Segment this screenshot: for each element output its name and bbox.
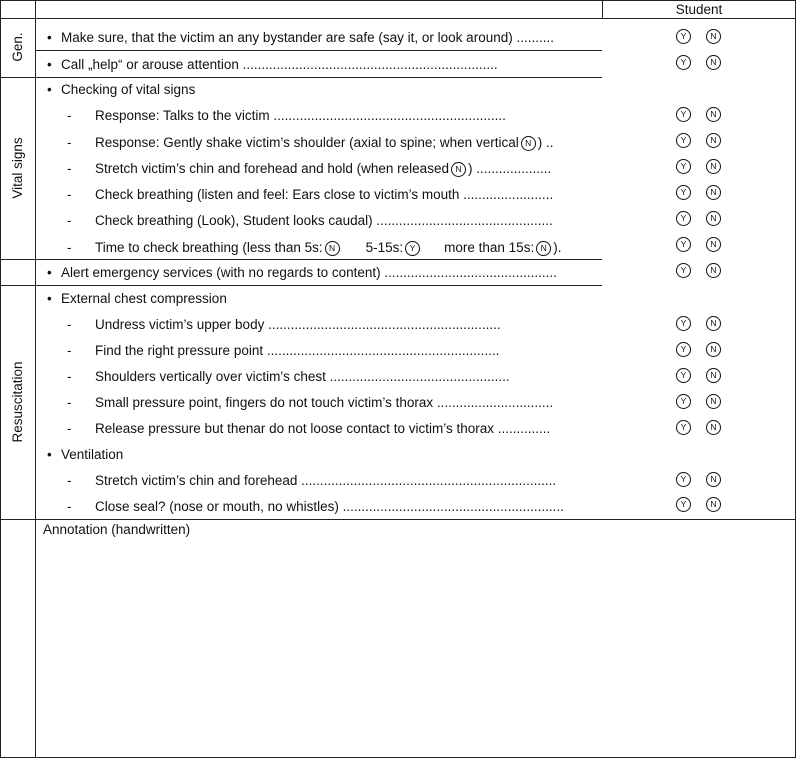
dash: - (67, 135, 72, 150)
section-label-resuscitation: Resuscitation (10, 361, 25, 443)
item-close-seal: Close seal? (nose or mouth, no whistles) ........................................................... (95, 499, 564, 514)
no-option[interactable]: N (706, 497, 721, 512)
bullet: • (47, 291, 52, 306)
dash: - (67, 108, 72, 123)
inline-yes-marker: Y (405, 241, 420, 256)
bullet: • (47, 30, 52, 45)
no-option[interactable]: N (706, 159, 721, 174)
no-option[interactable]: N (706, 472, 721, 487)
item-call-help: Call „help“ or arouse attention .................................................................... (61, 57, 498, 72)
item-shoulders-vertical: Shoulders vertically over victim’s chest ................................................ (95, 369, 510, 384)
yes-option[interactable]: Y (676, 316, 691, 331)
yes-option[interactable]: Y (676, 420, 691, 435)
item-check-breathing-listen: Check breathing (listen and feel: Ears close to victim’s mouth ........................ (95, 187, 554, 202)
group-vital-signs: Checking of vital signs (61, 82, 196, 97)
bullet: • (47, 447, 52, 462)
yes-option[interactable]: Y (676, 159, 691, 174)
section-column-divider (35, 0, 36, 758)
inline-no-marker: N (325, 241, 340, 256)
yes-option[interactable]: Y (676, 133, 691, 148)
yes-option[interactable]: Y (676, 107, 691, 122)
item-stretch-chin-hold: Stretch victim’s chin and forehead and hold (when released N ) .................... (95, 161, 552, 176)
left-border (0, 0, 1, 758)
section-label-vital-signs: Vital signs (10, 137, 25, 199)
item-small-pressure-point: Small pressure point, fingers do not touch victim’s thorax ............................... (95, 395, 554, 410)
inline-no-marker: N (536, 241, 551, 256)
item-response-shake: Response: Gently shake victim’s shoulder (axial to spine; when vertical N ) .. (95, 135, 554, 150)
item-stretch-chin: Stretch victim’s chin and forehead .................................................................... (95, 473, 557, 488)
annotation-label: Annotation (handwritten) (43, 522, 191, 537)
section-divider-gen (0, 77, 602, 78)
item-safety-check: Make sure, that the victim an any bystander are safe (say it, or look around) .......... (61, 30, 554, 45)
dash: - (67, 473, 72, 488)
dash: - (67, 421, 72, 436)
row-divider-gen (35, 50, 602, 51)
section-divider-alert (0, 285, 602, 286)
dash: - (67, 369, 72, 384)
no-option[interactable]: N (706, 237, 721, 252)
bullet: • (47, 57, 52, 72)
section-divider-vital (0, 259, 602, 260)
no-option[interactable]: N (706, 211, 721, 226)
header-divider (0, 18, 796, 19)
item-release-pressure: Release pressure but thenar do not loose contact to victim’s thorax .............. (95, 421, 551, 436)
no-option[interactable]: N (706, 394, 721, 409)
yes-option[interactable]: Y (676, 29, 691, 44)
yes-option[interactable]: Y (676, 342, 691, 357)
no-option[interactable]: N (706, 185, 721, 200)
no-option[interactable]: N (706, 29, 721, 44)
dash: - (67, 343, 72, 358)
item-check-breathing-look: Check breathing (Look), Student looks caudal) ............................................... (95, 213, 553, 228)
item-pressure-point: Find the right pressure point .............................................................. (95, 343, 500, 358)
yes-option[interactable]: Y (676, 237, 691, 252)
dash: - (67, 395, 72, 410)
no-option[interactable]: N (706, 420, 721, 435)
yes-option[interactable]: Y (676, 497, 691, 512)
yes-option[interactable]: Y (676, 263, 691, 278)
item-alert-emergency: Alert emergency services (with no regards to content) .............................................. (61, 265, 557, 280)
dash: - (67, 161, 72, 176)
item-undress: Undress victim’s upper body .............................................................. (95, 317, 501, 332)
no-option[interactable]: N (706, 107, 721, 122)
dash: - (67, 187, 72, 202)
no-option[interactable]: N (706, 133, 721, 148)
item-response-talk: Response: Talks to the victim .............................................................. (95, 108, 506, 123)
yes-option[interactable]: Y (676, 55, 691, 70)
no-option[interactable]: N (706, 342, 721, 357)
student-column-header: Student (675, 2, 723, 17)
dash: - (67, 213, 72, 228)
group-chest-compression: External chest compression (61, 291, 227, 306)
no-option[interactable]: N (706, 368, 721, 383)
group-ventilation: Ventilation (61, 447, 124, 462)
top-border (0, 0, 796, 1)
inline-no-marker: N (521, 136, 536, 151)
bullet: • (47, 82, 52, 97)
inline-no-marker: N (451, 162, 466, 177)
item-time-check-breathing: Time to check breathing (less than 5s: N 5-15s: Y more than 15s: N ). (95, 240, 562, 255)
no-option[interactable]: N (706, 263, 721, 278)
yes-option[interactable]: Y (676, 394, 691, 409)
bullet: • (47, 265, 52, 280)
no-option[interactable]: N (706, 316, 721, 331)
section-label-gen: Gen. (10, 32, 25, 62)
annotation-area[interactable] (37, 540, 793, 754)
yes-option[interactable]: Y (676, 472, 691, 487)
dash: - (67, 499, 72, 514)
no-option[interactable]: N (706, 55, 721, 70)
dash: - (67, 317, 72, 332)
dash: - (67, 240, 72, 255)
section-divider-resus (0, 519, 796, 520)
yes-option[interactable]: Y (676, 368, 691, 383)
yes-option[interactable]: Y (676, 185, 691, 200)
yes-option[interactable]: Y (676, 211, 691, 226)
